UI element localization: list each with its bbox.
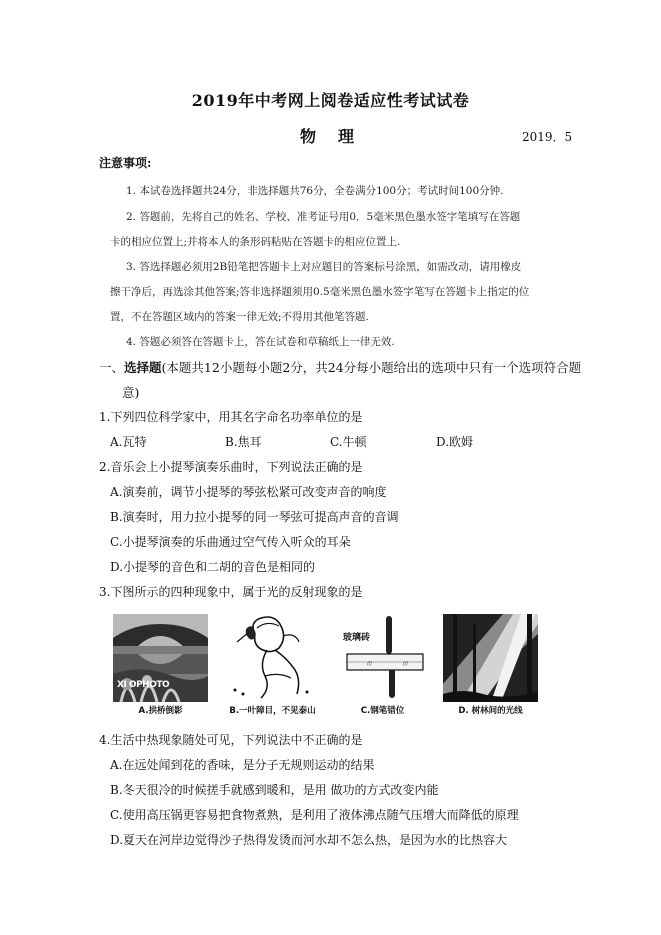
q1-option-d: D.欧姆 xyxy=(436,435,474,449)
note-line: 2. 答题前，先将自己的姓名、学校、准考证号用0．5毫米黑色墨水签字笔填写在答题 xyxy=(126,211,521,223)
note-line: 1. 本试卷选择题共24分，非选择题共76分，全卷满分100分；考试时间100分钟. xyxy=(126,185,504,197)
figure-pen-glass xyxy=(335,614,430,718)
subject-name: 物理 xyxy=(300,127,377,146)
note-line: 3. 答选择题必须用2B铅笔把答题卡上对应题目的答案标号涂黑，如需改动，请用橡皮 xyxy=(126,261,522,273)
notes-heading: 注意事项: xyxy=(99,156,152,170)
note-line: 置，不在答题区域内的答案一律无效;不得用其他笔答题. xyxy=(110,311,369,323)
photo-watermark: XI OPHOTO xyxy=(117,680,170,690)
figure-arch-bridge xyxy=(113,614,208,718)
exam-title: 2019年中考网上阅卷适应性考试试卷 xyxy=(191,91,470,110)
figure-leaf-eye xyxy=(225,614,320,718)
figure-forest-rays xyxy=(443,614,538,718)
caption-a: A.拱桥倒影 xyxy=(138,706,183,716)
section-heading-cont: 意) xyxy=(122,385,140,400)
question-4-stem: 4.生活中热现象随处可见，下列说法中不正确的是 xyxy=(99,733,363,747)
caption-b: B.一叶障目，不见泰山 xyxy=(229,706,316,716)
q2-option-d: D.小提琴的音色和二胡的音色是相同的 xyxy=(110,560,316,574)
svg-text:///: /// xyxy=(403,661,409,667)
note-line: 4. 答题必须答在答题卡上，答在试卷和草稿纸上一律无效. xyxy=(126,336,395,348)
q4-option-b: B.冬天很冷的时候搓手就感到暖和，是用 做功的方式改变内能 xyxy=(110,783,439,797)
q3-figure-row xyxy=(113,614,538,718)
svg-text:///: /// xyxy=(367,661,373,667)
note-line: 擦干净后，再选涂其他答案;答非选择题须用0.5毫米黑色墨水签字笔写在答题卡上指定的位 xyxy=(110,286,530,298)
q4-option-d: D.夏天在河岸边觉得沙子热得发烫而河水却不怎么热，是因为水的比热容大 xyxy=(110,833,508,847)
q4-option-c: C.使用高压锅更容易把食物煮熟，是利用了液体沸点随气压增大而降低的原理 xyxy=(110,808,519,822)
section-heading: 一、选择题(本题共12小题每小题2分，共24分每小题给出的选项中只有一个选项符合题 xyxy=(99,360,582,375)
q1-option-b: B.焦耳 xyxy=(225,435,262,449)
question-3-stem: 3.下图所示的四种现象中，属于光的反射现象的是 xyxy=(99,585,363,599)
caption-d: D. 树林间的光线 xyxy=(458,706,523,716)
q2-option-b: B.演奏时，用力拉小提琴的同一琴弦可提高声音的音调 xyxy=(110,510,399,524)
q1-option-a: A.瓦特 xyxy=(110,435,147,449)
question-2-stem: 2.音乐会上小提琴演奏乐曲时，下列说法正确的是 xyxy=(99,460,363,474)
exam-date: 2019．5 xyxy=(522,130,573,144)
forest-rays-photo xyxy=(443,614,538,702)
q2-option-c: C.小提琴演奏的乐曲通过空气传入听众的耳朵 xyxy=(110,535,351,549)
q1-option-c: C.牛顿 xyxy=(330,435,367,449)
leaf-eye-drawing xyxy=(225,614,320,702)
glass-brick-label: 玻璃砖 xyxy=(343,633,371,643)
q2-option-a: A.演奏前，调节小提琴的琴弦松紧可改变声音的响度 xyxy=(110,485,387,499)
pen-glass-drawing xyxy=(335,614,430,702)
question-1-stem: 1.下列四位科学家中，用其名字命名功率单位的是 xyxy=(99,410,363,424)
caption-c: C.钢笔错位 xyxy=(360,706,405,716)
q4-option-a: A.在远处闻到花的香味，是分子无规则运动的结果 xyxy=(110,758,375,772)
note-line: 卡的相应位置上;并将本人的条形码粘贴在答题卡的相应位置上. xyxy=(110,236,401,248)
